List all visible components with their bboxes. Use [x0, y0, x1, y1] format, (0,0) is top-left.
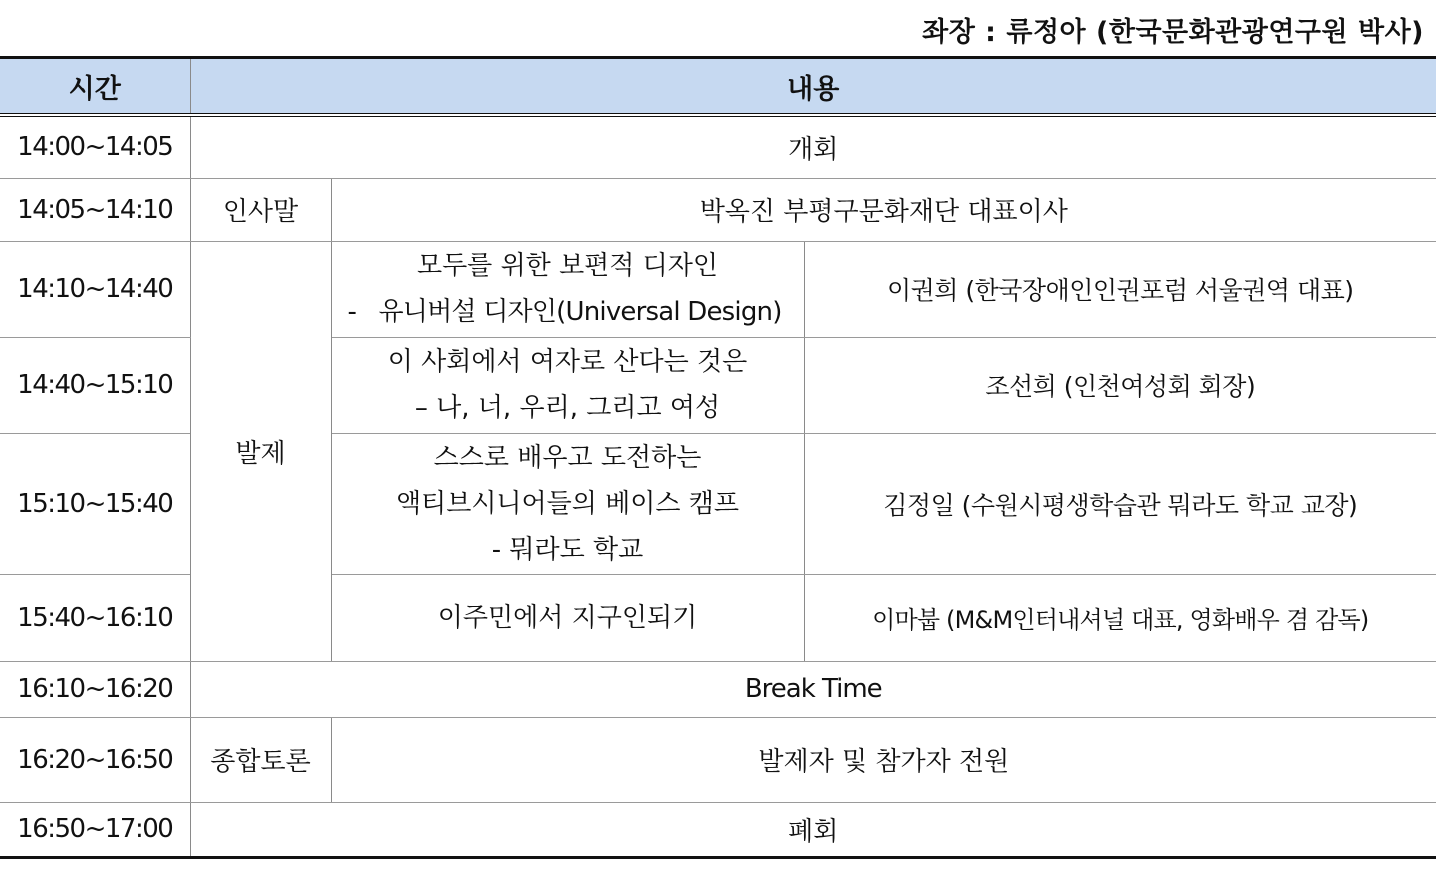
content-cell: 폐회	[190, 802, 1436, 857]
topic-cell	[331, 574, 804, 661]
time-cell: 16:50~17:00	[0, 802, 190, 857]
speaker-cell: 이권희 (한국장애인인권포럼 서울권역 대표)	[804, 241, 1436, 337]
session-label: 인사말	[190, 178, 331, 241]
topic-line: 모두를 위한 보편적 디자인	[416, 251, 719, 281]
chairperson-label: 좌장 : 류정아 (한국문화관광연구원 박사)	[922, 17, 1424, 48]
speaker-cell: 조선희 (인천여성회 회장)	[804, 337, 1436, 433]
program-schedule-table	[0, 56, 1436, 859]
time-cell: 16:20~16:50	[0, 717, 190, 802]
topic-line: - 유니버설 디자인(Universal Design)	[347, 297, 782, 327]
topic-line: 스스로 배우고 도전하는	[433, 442, 702, 473]
topic-cell	[331, 433, 804, 574]
content-cell: Break Time	[190, 661, 1436, 717]
time-cell: 14:00~14:05	[0, 115, 190, 178]
table-header-row	[0, 58, 1436, 116]
topic-cell	[331, 337, 804, 433]
topic-line: 액티브시니어들의 베이스 캠프	[395, 488, 740, 519]
topic-line: - 뭐라도 학교	[491, 534, 644, 565]
table-row-presentation-1	[0, 241, 1436, 337]
table-row-closing	[0, 802, 1436, 857]
topic-line: 이 사회에서 여자로 산다는 것은	[387, 347, 748, 377]
content-cell: 개회	[190, 115, 1436, 178]
content-cell: 발제자 및 참가자 전원	[331, 717, 1436, 802]
speaker-cell: 이마붑 (M&M인터내셔널 대표, 영화배우 겸 감독)	[804, 574, 1436, 661]
session-label: 종합토론	[190, 717, 331, 802]
time-cell: 14:05~14:10	[0, 178, 190, 241]
time-cell: 14:10~14:40	[0, 241, 190, 337]
table-row-break	[0, 661, 1436, 717]
topic-line: – 나, 너, 우리, 그리고 여성	[414, 393, 721, 423]
session-label-presentation: 발제	[190, 241, 331, 661]
time-cell: 16:10~16:20	[0, 661, 190, 717]
time-cell: 15:10~15:40	[0, 433, 190, 574]
table-row-greeting	[0, 178, 1436, 241]
header-time: 시간	[0, 58, 190, 116]
header-content: 내용	[190, 58, 1436, 116]
time-cell: 14:40~15:10	[0, 337, 190, 433]
topic-cell	[331, 241, 804, 337]
content-cell: 박옥진 부평구문화재단 대표이사	[331, 178, 1436, 241]
speaker-cell: 김정일 (수원시평생학습관 뭐라도 학교 교장)	[804, 433, 1436, 574]
topic-line: 이주민에서 지구인되기	[437, 602, 698, 633]
table-row-opening	[0, 115, 1436, 178]
time-cell: 15:40~16:10	[0, 574, 190, 661]
table-row-discussion	[0, 717, 1436, 802]
